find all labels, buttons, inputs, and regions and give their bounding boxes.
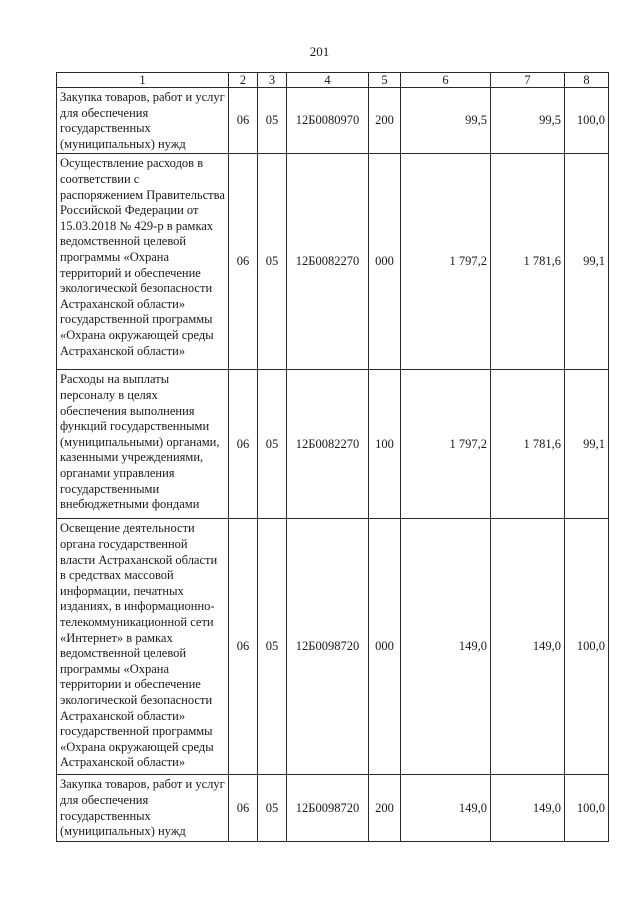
header-cell: 7 [491, 73, 565, 88]
expense-name: Расходы на выплаты персоналу в целях обеспечения выполнения функций государственными (муниципальными) органами, казенными учреждениями, органами управления государственными внебюджетными фондами [57, 370, 229, 519]
header-cell: 1 [57, 73, 229, 88]
execution-percent: 100,0 [565, 88, 609, 154]
target-article-code: 12Б0082270 [287, 370, 369, 519]
actual-amount: 149,0 [491, 519, 565, 775]
table-header-row [57, 73, 609, 88]
subsection-code: 05 [258, 370, 287, 519]
target-article-code: 12Б0098720 [287, 775, 369, 841]
actual-amount: 1 781,6 [491, 154, 565, 370]
planned-amount: 1 797,2 [401, 154, 491, 370]
planned-amount: 99,5 [401, 88, 491, 154]
header-cell: 5 [369, 73, 401, 88]
table-row [57, 88, 609, 154]
header-cell: 8 [565, 73, 609, 88]
target-article-code: 12Б0082270 [287, 154, 369, 370]
planned-amount: 1 797,2 [401, 370, 491, 519]
table-row [57, 775, 609, 841]
expense-name: Осуществление расходов в соответствии с распоряжением Правительства Российской Федерации от 15.03.2018 № 429-р в рамках ведомственной целевой программы «Охрана территорий и обеспечение экологической безопасности Астраханской области» государственной программы «Охрана окружающей среды Астраханской области» [57, 154, 229, 370]
page-number: 201 [309, 44, 330, 59]
target-article-code: 12Б0098720 [287, 519, 369, 775]
actual-amount: 149,0 [491, 775, 565, 841]
table-row [57, 154, 609, 370]
header-cell: 3 [258, 73, 287, 88]
planned-amount: 149,0 [401, 519, 491, 775]
section-code: 06 [229, 88, 258, 154]
planned-amount: 149,0 [401, 775, 491, 841]
expense-type-code: 200 [369, 775, 401, 841]
section-code: 06 [229, 154, 258, 370]
subsection-code: 05 [258, 775, 287, 841]
budget-table [56, 72, 609, 842]
execution-percent: 100,0 [565, 775, 609, 841]
expense-type-code: 200 [369, 88, 401, 154]
execution-percent: 99,1 [565, 154, 609, 370]
expense-name: Закупка товаров, работ и услуг для обеспечения государственных (муниципальных) нужд [57, 88, 229, 154]
header-cell: 2 [229, 73, 258, 88]
subsection-code: 05 [258, 88, 287, 154]
expense-name: Освещение деятельности органа государственной власти Астраханской области в средствах массовой информации, печатных изданиях, в информационно-телекоммуникационной сети «Интернет» в рамках ведомственной целевой программы «Охрана территории и обеспечение экологической безопасности Астраханской области» государственной программы «Охрана окружающей среды Астраханской области» [57, 519, 229, 775]
subsection-code: 05 [258, 154, 287, 370]
header-cell: 4 [287, 73, 369, 88]
section-code: 06 [229, 775, 258, 841]
execution-percent: 100,0 [565, 519, 609, 775]
expense-type-code: 100 [369, 370, 401, 519]
execution-percent: 99,1 [565, 370, 609, 519]
target-article-code: 12Б0080970 [287, 88, 369, 154]
subsection-code: 05 [258, 519, 287, 775]
actual-amount: 1 781,6 [491, 370, 565, 519]
section-code: 06 [229, 519, 258, 775]
expense-name: Закупка товаров, работ и услуг для обеспечения государственных (муниципальных) нужд [57, 775, 229, 841]
table-row [57, 519, 609, 775]
expense-type-code: 000 [369, 154, 401, 370]
actual-amount: 99,5 [491, 88, 565, 154]
table-row [57, 370, 609, 519]
header-cell: 6 [401, 73, 491, 88]
section-code: 06 [229, 370, 258, 519]
expense-type-code: 000 [369, 519, 401, 775]
